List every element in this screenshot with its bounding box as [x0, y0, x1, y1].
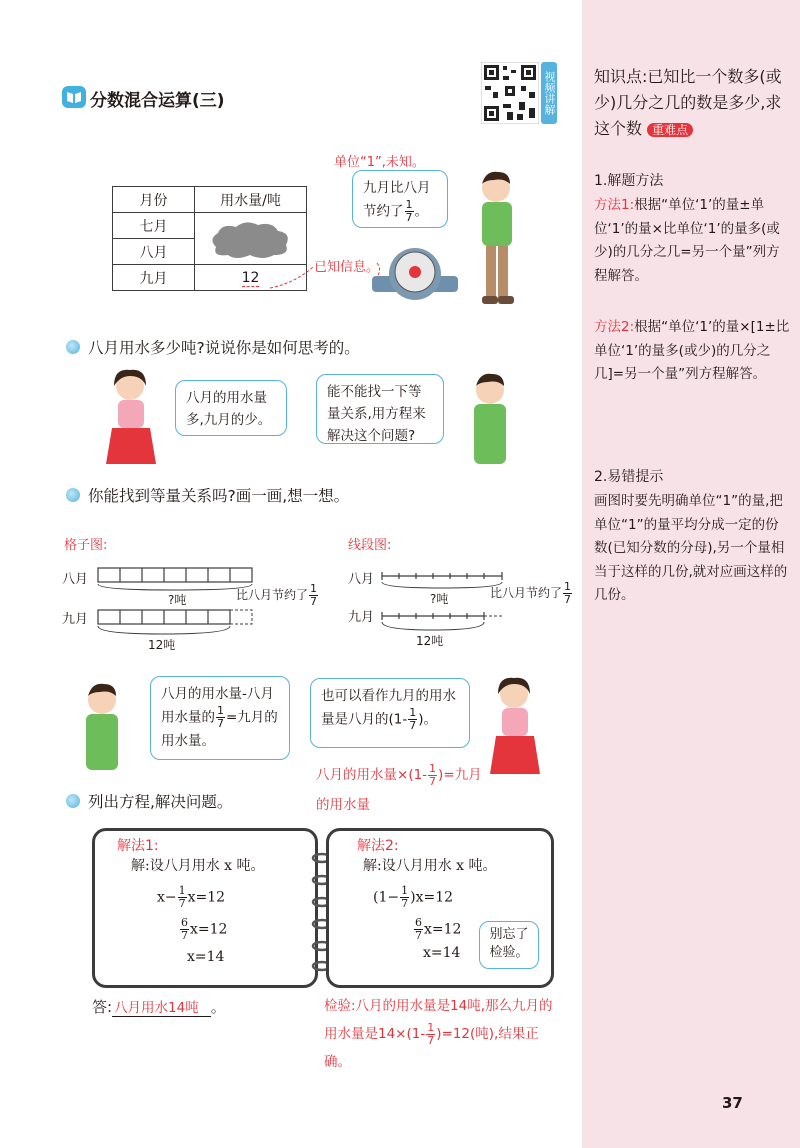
- boy-speech-bubble-1: 九月比八月 节约了 $\frac{1}{7}$ 。: [352, 170, 448, 228]
- line-saving: 比八月节约了 $\frac{1}{7}$: [490, 580, 572, 606]
- check-reminder-bubble: 别忘了检验。: [479, 921, 539, 969]
- solution-1-result: x=14: [187, 949, 225, 965]
- solution-1-title: 解法1:: [117, 838, 159, 854]
- annotation-arrows: [265, 255, 385, 295]
- table-header: 月份: [113, 187, 195, 213]
- grid-diagram-label: 格子图:: [64, 538, 108, 553]
- relation-red-note: 八月的用水量×(1- $\frac{1}{7}$ )=九月 的用水量: [316, 761, 482, 813]
- girl-icon: [102, 364, 162, 474]
- line-diagram-label: 线段图:: [348, 538, 392, 553]
- grid-row-aug: 八月: [62, 572, 89, 587]
- solution-1-intro: 解:设八月用水 x 吨。: [131, 858, 265, 874]
- bullet-icon: [66, 340, 80, 354]
- solution-1-eq1: x− $\frac{1}{7}$ x=12: [157, 884, 226, 910]
- line-row-aug: 八月: [348, 572, 375, 587]
- solution-1-eq2: $\frac{6}{7}$ x=12: [181, 916, 228, 942]
- qr-code[interactable]: [481, 62, 539, 124]
- boy-speech-bubble-2: 能不能找一下等量关系,用方程来解决这个问题?: [316, 374, 444, 444]
- table-cell: 七月: [113, 213, 195, 239]
- section1-title: 1.解题方法: [594, 173, 664, 189]
- solution-2-intro: 解:设八月用水 x 吨。: [363, 858, 497, 874]
- section2-text: 画图时要先明确单位“1”的量,把单位“1”的量平均分成一定的份数(已知分数的分母),另一个量相当于这样的几份,就对应画这样的几份。: [594, 493, 788, 603]
- line-sep-amount: 12吨: [416, 634, 444, 648]
- water-meter-icon: [372, 246, 458, 306]
- method1: 方法1:根据“单位‘1’的量±单位‘1’的量×比单位‘1’的量多(或少)的几分之几=另一个量”列方程解答。: [594, 197, 780, 284]
- method2: 方法2:根据“单位‘1’的量×[1±比单位‘1’的量多(或少)的几分之几]=另一个量”列方程解答。: [594, 319, 790, 382]
- key-point-badge: 重难点: [647, 123, 693, 137]
- bullet-icon: [66, 794, 80, 808]
- solution-1-card: [92, 828, 318, 988]
- boy-icon: [72, 678, 132, 778]
- grid-unknown: ?吨: [168, 593, 187, 607]
- bullet-icon: [66, 488, 80, 502]
- page-number: 37: [722, 1094, 743, 1112]
- question-3: 列出方程,解决问题。: [88, 793, 233, 811]
- boy-relation-bubble: 八月的用水量-八月用水量的 $\frac{1}{7}$ =九月的用水量。: [150, 676, 290, 760]
- video-label: 视频讲解: [541, 62, 557, 124]
- girl-relation-bubble: 也可以看作九月的用水量是八月的(1- $\frac{1}{7}$ )。: [310, 678, 470, 748]
- table-cell: 12: [195, 265, 307, 291]
- solution-2-eq2: $\frac{6}{7}$ x=12: [415, 916, 462, 942]
- girl-speech-bubble-1: 八月的用水量多,九月的少。: [175, 380, 287, 436]
- solution-2-title: 解法2:: [357, 838, 399, 854]
- line-unknown: ?吨: [430, 592, 449, 606]
- table-header: 用水量/吨: [195, 187, 307, 213]
- solution-2-card: [326, 828, 554, 988]
- answer-line: 答: 八月用水14吨 。: [92, 998, 226, 1016]
- table-cell: 九月: [113, 265, 195, 291]
- question-1: 八月用水多少吨?说说你是如何思考的。: [88, 339, 360, 357]
- known-annotation: 已知信息。: [314, 260, 380, 275]
- solution-2-eq1: (1− $\frac{1}{7}$ )x=12: [373, 884, 454, 910]
- line-row-sep: 九月: [348, 610, 375, 625]
- table-cell: 八月: [113, 239, 195, 265]
- boy-standing-icon: [468, 168, 528, 308]
- page-title: 分数混合运算(三): [90, 91, 225, 111]
- knowledge-point: 知识点:已知比一个数多(或少)几分之几的数是多少,求这个数 重难点: [594, 67, 782, 138]
- grid-row-sep: 九月: [62, 612, 89, 627]
- book-icon: [62, 86, 86, 108]
- question-2: 你能找到等量关系吗?画一画,想一想。: [88, 487, 350, 505]
- check-text: 检验:八月的用水量是14吨,那么九月的用水量是14×(1- $\frac{1}{7}$ )=12(吨),结果正确。: [324, 998, 553, 1070]
- section2-title: 2.易错提示: [594, 469, 664, 485]
- grid-sep-amount: 12吨: [148, 638, 176, 652]
- boy-icon: [460, 368, 520, 478]
- solution-2-result: x=14: [423, 945, 461, 961]
- unit-annotation: 单位“1”,未知。: [334, 155, 425, 170]
- grid-saving: 比八月节约了 $\frac{1}{7}$: [236, 582, 318, 608]
